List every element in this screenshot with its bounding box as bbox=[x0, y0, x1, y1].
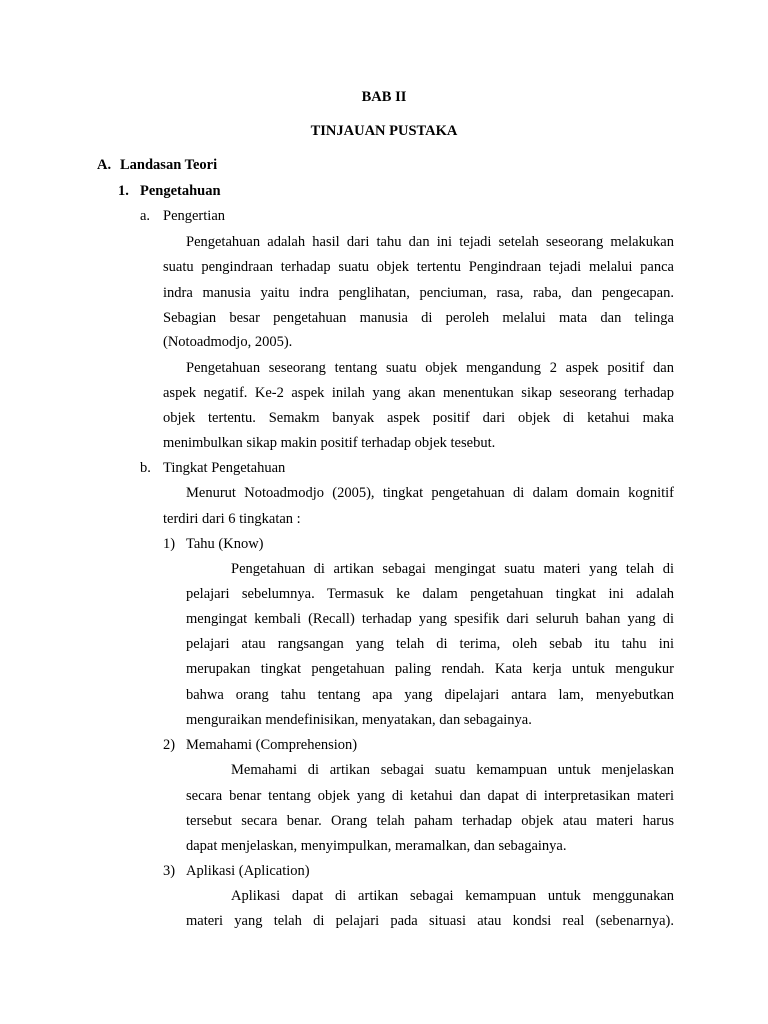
paragraph-line: Aplikasi dapat di artikan sebagai kemampuan untuk menggunakan bbox=[231, 888, 674, 904]
paragraph-line: materi yang telah di pelajari pada situasi atau kondsi real (sebenarnya). bbox=[186, 913, 674, 929]
paragraph-line: indra manusia yaitu indra penglihatan, penciuman, rasa, raba, dan pengecapan. bbox=[163, 285, 674, 301]
paragraph-line: tersebut secara benar. Orang telah paham terhadap objek atau materi harus bbox=[186, 813, 674, 829]
item-b-title: Tingkat Pengetahuan bbox=[163, 460, 286, 476]
subsection-1-title: Pengetahuan bbox=[140, 183, 221, 199]
item-a-title: Pengertian bbox=[163, 208, 226, 224]
paragraph-line: Sebagian besar pengetahuan manusia di peroleh melalui mata dan telinga bbox=[163, 310, 674, 326]
subsection-1-marker: 1. bbox=[118, 183, 129, 199]
paragraph-line: Pengetahuan seseorang tentang suatu objek mengandung 2 aspek positif dan bbox=[186, 360, 674, 376]
chapter-title: TINJAUAN PUSTAKA bbox=[310, 123, 458, 139]
item-a-marker: a. bbox=[140, 208, 151, 224]
paragraph-line: Menurut Notoadmodjo (2005), tingkat pengetahuan di dalam domain kognitif bbox=[186, 485, 674, 501]
section-a-title: Landasan Teori bbox=[120, 157, 218, 173]
paragraph-line: Memahami di artikan sebagai suatu kemampuan untuk menjelaskan bbox=[231, 762, 674, 778]
level-3-marker: 3) bbox=[163, 863, 176, 879]
paragraph-line: merupakan tingkat pengetahuan paling rendah. Kata kerja untuk mengukur bbox=[186, 661, 674, 677]
paragraph-line: pelajari atau rangsangan yang telah di terima, oleh sebab itu tahu ini bbox=[186, 636, 674, 652]
level-3-title: Aplikasi (Aplication) bbox=[186, 863, 310, 879]
paragraph-line: dapat menjelaskan, menyimpulkan, meramalkan, dan sebagainya. bbox=[186, 838, 567, 854]
paragraph-line: secara benar tentang objek yang di ketahui dan dapat di interpretasikan materi bbox=[186, 788, 674, 804]
chapter-number: BAB II bbox=[361, 89, 407, 105]
paragraph-line: (Notoadmodjo, 2005). bbox=[163, 334, 293, 350]
level-2-marker: 2) bbox=[163, 737, 176, 753]
paragraph-line: Pengetahuan di artikan sebagai mengingat suatu materi yang telah di bbox=[231, 561, 674, 577]
paragraph-line: Pengetahuan adalah hasil dari tahu dan ini tejadi setelah seseorang melakukan bbox=[186, 234, 674, 250]
level-1-marker: 1) bbox=[163, 536, 176, 552]
paragraph-line: bahwa orang tahu tentang apa yang dipelajari antara lam, menyebutkan bbox=[186, 687, 674, 703]
paragraph-line: menguraikan mendefinisikan, menyatakan, dan sebagainya. bbox=[186, 712, 532, 728]
paragraph-line: aspek negatif. Ke-2 aspek inilah yang akan menentukan sikap seseorang terhadap bbox=[163, 385, 674, 401]
paragraph-line: suatu pengindraan terhadap suatu objek tertentu Pengindraan tejadi melalui panca bbox=[163, 259, 674, 275]
paragraph-line: pelajari sebelumnya. Termasuk ke dalam pengetahuan tingkat ini adalah bbox=[186, 586, 674, 602]
item-b-marker: b. bbox=[140, 460, 151, 476]
paragraph-line: menimbulkan sikap makin positif terhadap objek tesebut. bbox=[163, 435, 496, 451]
paragraph-line: objek tertentu. Semakm banyak aspek positif dari objek di ketahui maka bbox=[163, 410, 674, 426]
level-1-title: Tahu (Know) bbox=[186, 536, 264, 552]
section-a-marker: A. bbox=[97, 157, 112, 173]
paragraph-line: terdiri dari 6 tingkatan : bbox=[163, 511, 301, 527]
paragraph-line: mengingat kembali (Recall) terhadap yang spesifik dari seluruh bahan yang di bbox=[186, 611, 674, 627]
level-2-title: Memahami (Comprehension) bbox=[186, 737, 358, 753]
